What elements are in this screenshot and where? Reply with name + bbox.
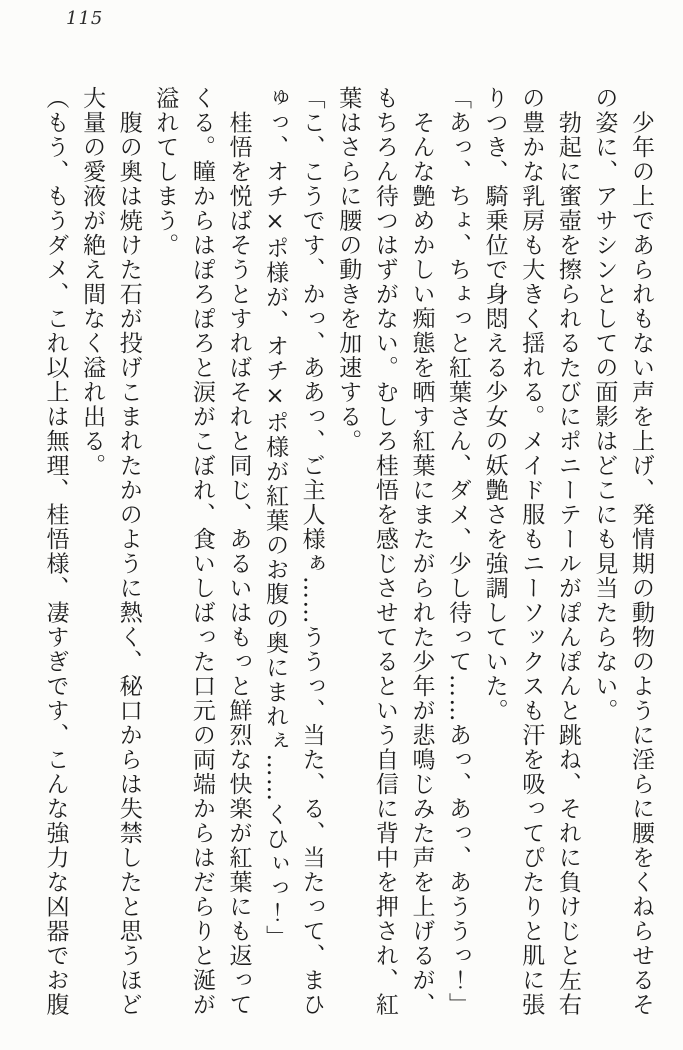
paragraph-3-dialogue: 「あっ、ちょ、ちょっと紅葉さん、ダメ、少し待って……あっ、あっ、あううっ！」: [445, 86, 472, 1017]
page-number: 115: [66, 8, 104, 29]
paragraph-4: そんな艶めかしい痴態を晒す紅葉にまたがられた少年が悲鳴じみた声を上げるが、もちろん待つはずがない。むしろ桂悟を感じさせてるという自信に背中を押され、紅葉はさらに腰の動きを加速する。: [335, 86, 435, 1017]
paragraph-5-dialogue: 「こ、こうです、かっ、ああっ、ご主人様ぁ……ううっ、当た、る、当たって、まひゅっ、オチ×ポ様が、オチ×ポ様が紅葉のお腹の奥にまれぇ……くひぃっ！」: [262, 86, 325, 1017]
paragraph-2: 勃起に蜜壺を擦られるたびにポニーテールがぽんぽんと跳ね、それに負けじと左右の豊かな乳房も大きく揺れる。メイド服もニーソックスも汗を吸ってぴたりと肌に張りつき、騎乗位で身悶える少女の妖艶さを強調していた。: [481, 86, 581, 1017]
paragraph-7: 腹の奥は焼けた石が投げこまれたかのように熱く、秘口からは失禁したと思うほど大量の愛液が絶え間なく溢れ出る。: [79, 86, 142, 1017]
vertical-text-block: [35, 86, 659, 1020]
paragraph-6: 桂悟を悦ばそうとすればそれと同じ、あるいはもっと鮮烈な快楽が紅葉にも返ってくる。瞳からはぽろぽろと涙がこぼれ、食いしばった口元の両端からはだらりと涎が溢れてしまう。: [152, 86, 252, 1017]
paragraph-8-inner-monologue: （もう、もうダメ、これ以上は無理、桂悟様、凄すぎです、こんな強力な凶器でお腹: [42, 86, 69, 1017]
paragraph-1: 少年の上であられもない声を上げ、発情期の動物のように淫らに腰をくねらせるその姿に、アサシンとしての面影はどこにも見当たらない。: [591, 86, 654, 1017]
